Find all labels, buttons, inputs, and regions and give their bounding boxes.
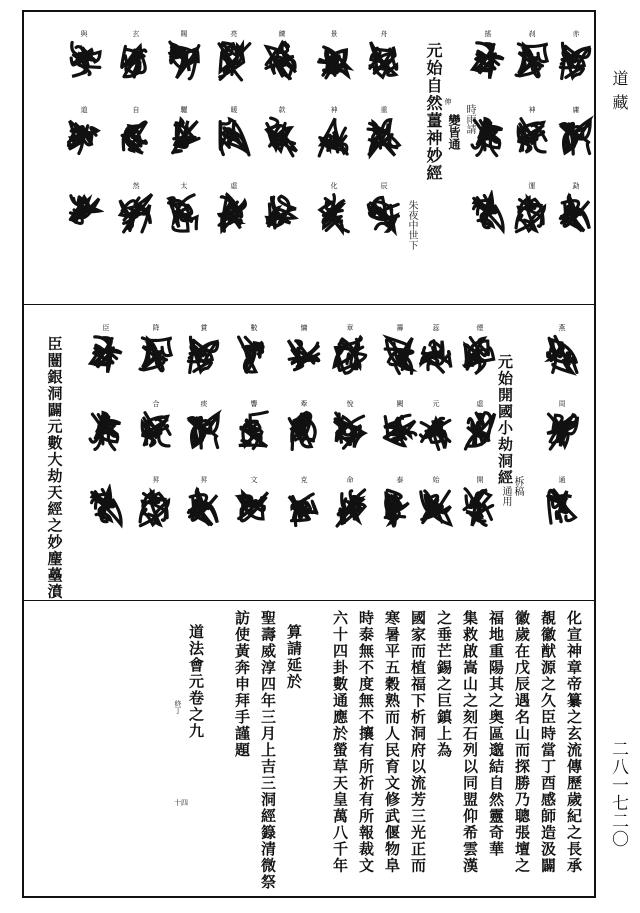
seal-column xyxy=(116,30,156,236)
glyph-caption: 煙 xyxy=(476,324,484,332)
glyph-caption: 驪 xyxy=(180,106,188,114)
glyph-caption: 虛 xyxy=(230,182,238,190)
seal-glyph xyxy=(262,190,302,236)
seal-glyph xyxy=(284,484,324,530)
colophon-line xyxy=(308,610,322,891)
seal-glyph xyxy=(542,408,582,454)
glyph-caption: 臣 xyxy=(102,324,110,332)
glyph-caption: 數 xyxy=(250,324,258,332)
collection-name: 道藏 xyxy=(610,70,629,118)
seal-glyph xyxy=(556,114,596,160)
glyph-caption: 神 xyxy=(330,106,338,114)
glyph-caption: 章 xyxy=(346,324,354,332)
glyph-caption: 亮 xyxy=(230,30,238,38)
colophon-line: 之垂芒錫之巨鎮上為 xyxy=(435,610,453,759)
seal-glyph xyxy=(330,408,370,454)
colophon-line: 集救啟嵩山之刻石列以同盟仰希雲漢 xyxy=(461,610,479,874)
colophon-line: 道法會元卷之九 xyxy=(187,624,205,740)
seal-column xyxy=(234,324,274,530)
seal-glyph xyxy=(542,332,582,378)
glyph-caption xyxy=(86,400,126,408)
seal-glyph xyxy=(214,38,254,84)
top-divider xyxy=(24,304,594,305)
seal-glyph xyxy=(234,332,274,378)
seal-column xyxy=(262,30,302,236)
glyph-caption: 化 xyxy=(330,182,338,190)
seal-glyph xyxy=(234,408,274,454)
glyph-caption: 昇 xyxy=(200,476,208,484)
glyph-caption xyxy=(64,182,104,190)
middle-title-note-2: 通用 xyxy=(500,486,511,506)
seal-column xyxy=(284,324,324,530)
glyph-caption: 籌 xyxy=(396,324,404,332)
colophon-line: 算請延於 xyxy=(285,624,303,690)
glyph-caption: 命 xyxy=(346,476,354,484)
seal-glyph xyxy=(556,38,596,84)
colophon-line: 福地重陽其之奥區邈結自然靈奇華 xyxy=(487,610,505,858)
glyph-caption: 開 xyxy=(476,476,484,484)
glyph-caption: 泰 xyxy=(396,476,404,484)
middle-title-note: 柝稿 xyxy=(512,476,523,496)
seal-glyph xyxy=(136,484,176,530)
glyph-caption: 賞 xyxy=(200,324,208,332)
seal-column xyxy=(86,324,126,530)
seal-column xyxy=(556,30,596,236)
seal-glyph xyxy=(364,190,404,236)
seal-glyph xyxy=(234,484,274,530)
glyph-caption: 款 xyxy=(278,106,286,114)
seal-column xyxy=(184,324,224,530)
glyph-caption: 與 xyxy=(80,30,88,38)
glyph-caption: 蕊 xyxy=(432,324,440,332)
top-subnote-1: 時雨請 xyxy=(464,104,475,134)
seal-column xyxy=(542,324,582,530)
seal-glyph xyxy=(314,38,354,84)
seal-glyph xyxy=(116,38,156,84)
glyph-caption: 太 xyxy=(180,182,188,190)
glyph-caption: 道 xyxy=(80,106,88,114)
seal-column xyxy=(468,30,508,236)
colophon-line: 聖壽威淳四年三月上吉三洞經籙清微祭 xyxy=(259,610,277,891)
glyph-caption: 勐 xyxy=(572,182,580,190)
glyph-caption: 克 xyxy=(300,476,308,484)
glyph-caption: 舟 xyxy=(380,30,388,38)
glyph-caption xyxy=(468,106,508,114)
seal-glyph xyxy=(364,38,404,84)
colophon-line: 化宣神章帝纂之玄流傳歷歲紀之長承 xyxy=(565,610,583,874)
glyph-caption: 賜 xyxy=(180,30,188,38)
glyph-caption: 文 xyxy=(250,476,258,484)
glyph-caption: 庸 xyxy=(572,106,580,114)
seal-column xyxy=(164,30,204,236)
glyph-caption xyxy=(262,182,302,190)
glyph-caption: 悅 xyxy=(346,400,354,408)
seal-glyph xyxy=(284,408,324,454)
seal-glyph xyxy=(330,484,370,530)
seal-column xyxy=(460,324,500,530)
seal-column xyxy=(380,324,420,530)
seal-glyph xyxy=(136,408,176,454)
glyph-caption: 暖 xyxy=(230,106,238,114)
seal-glyph xyxy=(512,190,552,236)
glyph-caption: 慵 xyxy=(300,324,308,332)
top-panel xyxy=(24,12,594,304)
colophon-line: 國家而植福下析洞府以流芳三光正而 xyxy=(409,610,427,874)
colophon-page-leaf: 十四 xyxy=(174,799,188,807)
glyph-caption: 玄 xyxy=(132,30,140,38)
glyph-caption xyxy=(86,476,126,484)
middle-title: 元始開國小劫洞經 xyxy=(496,354,514,486)
glyph-caption: 搖 xyxy=(484,30,492,38)
glyph-caption: 昇 xyxy=(152,476,160,484)
seal-glyph xyxy=(214,190,254,236)
glyph-caption: 神 xyxy=(528,106,536,114)
seal-glyph xyxy=(86,332,126,378)
glyph-caption: 虛 xyxy=(476,400,484,408)
seal-glyph xyxy=(380,484,420,530)
seal-glyph xyxy=(136,332,176,378)
page-frame xyxy=(22,10,596,898)
colophon-line: 六十四卦數通應於螢草天皇萬八千年 xyxy=(331,610,349,874)
glyph-caption: 合 xyxy=(152,400,160,408)
seal-column xyxy=(136,324,176,530)
top-title: 元始自然薑神妙經 xyxy=(424,42,443,182)
seal-glyph xyxy=(460,332,500,378)
seal-glyph xyxy=(330,332,370,378)
top-subnote-3: 伸 xyxy=(444,98,452,105)
glyph-caption: 降 xyxy=(152,324,160,332)
glyph-caption: 燕 xyxy=(558,324,566,332)
seal-glyph xyxy=(460,484,500,530)
glyph-caption: 景 xyxy=(330,30,338,38)
seal-glyph xyxy=(86,408,126,454)
glyph-caption: 周 xyxy=(558,400,566,408)
seal-glyph xyxy=(542,484,582,530)
glyph-caption: 闕 xyxy=(396,400,404,408)
seal-column xyxy=(64,30,104,236)
colophon-line: 寒暑平五穀熟而人民育文修武偃物阜 xyxy=(383,610,401,874)
seal-glyph xyxy=(512,38,552,84)
page-number: 二八一七二〇 xyxy=(608,740,628,848)
seal-glyph xyxy=(284,332,324,378)
colophon-line: 覩徽猷源之久臣時當丁酉感師造汲闢 xyxy=(539,610,557,874)
glyph-caption: 通 xyxy=(558,476,566,484)
glyph-caption: 自 xyxy=(132,106,140,114)
seal-glyph xyxy=(380,408,420,454)
seal-column xyxy=(214,30,254,236)
seal-glyph xyxy=(164,38,204,84)
seal-glyph xyxy=(184,408,224,454)
seal-glyph xyxy=(380,332,420,378)
glyph-caption: 元 xyxy=(432,400,440,408)
seal-glyph xyxy=(184,484,224,530)
seal-glyph xyxy=(64,38,104,84)
seal-glyph xyxy=(184,332,224,378)
seal-glyph xyxy=(460,408,500,454)
seal-glyph xyxy=(64,114,104,160)
glyph-caption: 練 xyxy=(278,30,286,38)
seal-glyph xyxy=(468,190,508,236)
seal-glyph xyxy=(314,114,354,160)
glyph-caption: 牽 xyxy=(300,400,308,408)
seal-glyph xyxy=(64,190,104,236)
glyph-caption: 痰 xyxy=(200,400,208,408)
colophon-small-note: 終丁 xyxy=(174,700,182,714)
glyph-caption: 重 xyxy=(380,106,388,114)
middle-side-text: 臣闓銀洞闢元數大劫天經之妙麈蘲濆 xyxy=(45,336,64,600)
glyph-caption: 刹 xyxy=(528,30,536,38)
seal-glyph xyxy=(164,190,204,236)
seal-glyph xyxy=(416,484,456,530)
seal-glyph xyxy=(116,190,156,236)
seal-glyph xyxy=(86,484,126,530)
seal-glyph xyxy=(262,38,302,84)
seal-glyph xyxy=(512,114,552,160)
seal-column xyxy=(364,30,404,236)
glyph-caption: 運 xyxy=(528,182,536,190)
glyph-caption: 始 xyxy=(432,476,440,484)
glyph-caption xyxy=(468,182,508,190)
middle-panel xyxy=(24,306,594,600)
seal-glyph xyxy=(314,190,354,236)
colophon-line: 時泰無不度無不攘有所祈有所報裁文 xyxy=(357,610,375,874)
colophon-line: 徽歲在戊辰遇名山而探勝乃聰張壇之 xyxy=(513,610,531,874)
seal-column xyxy=(416,324,456,530)
seal-glyph xyxy=(468,114,508,160)
glyph-caption: 響 xyxy=(250,400,258,408)
seal-column xyxy=(314,30,354,236)
top-title-note: 朱夜中世下 xyxy=(406,200,417,250)
seal-column xyxy=(512,30,552,236)
seal-glyph xyxy=(262,114,302,160)
seal-glyph xyxy=(214,114,254,160)
colophon-line: 訪使黃奔申拜手謹題 xyxy=(233,610,251,759)
seal-glyph xyxy=(164,114,204,160)
bottom-panel xyxy=(24,602,594,896)
seal-glyph xyxy=(416,408,456,454)
seal-column xyxy=(330,324,370,530)
glyph-caption: 然 xyxy=(132,182,140,190)
seal-glyph xyxy=(556,190,596,236)
colophon-line xyxy=(210,610,224,891)
glyph-caption: 辰 xyxy=(380,182,388,190)
seal-glyph xyxy=(116,114,156,160)
seal-glyph xyxy=(364,114,404,160)
middle-divider xyxy=(24,600,594,601)
colophon-text xyxy=(184,610,582,891)
seal-glyph xyxy=(416,332,456,378)
glyph-caption: 赤 xyxy=(572,30,580,38)
seal-glyph xyxy=(468,38,508,84)
top-subnote-2: 變皆通 xyxy=(447,114,461,150)
